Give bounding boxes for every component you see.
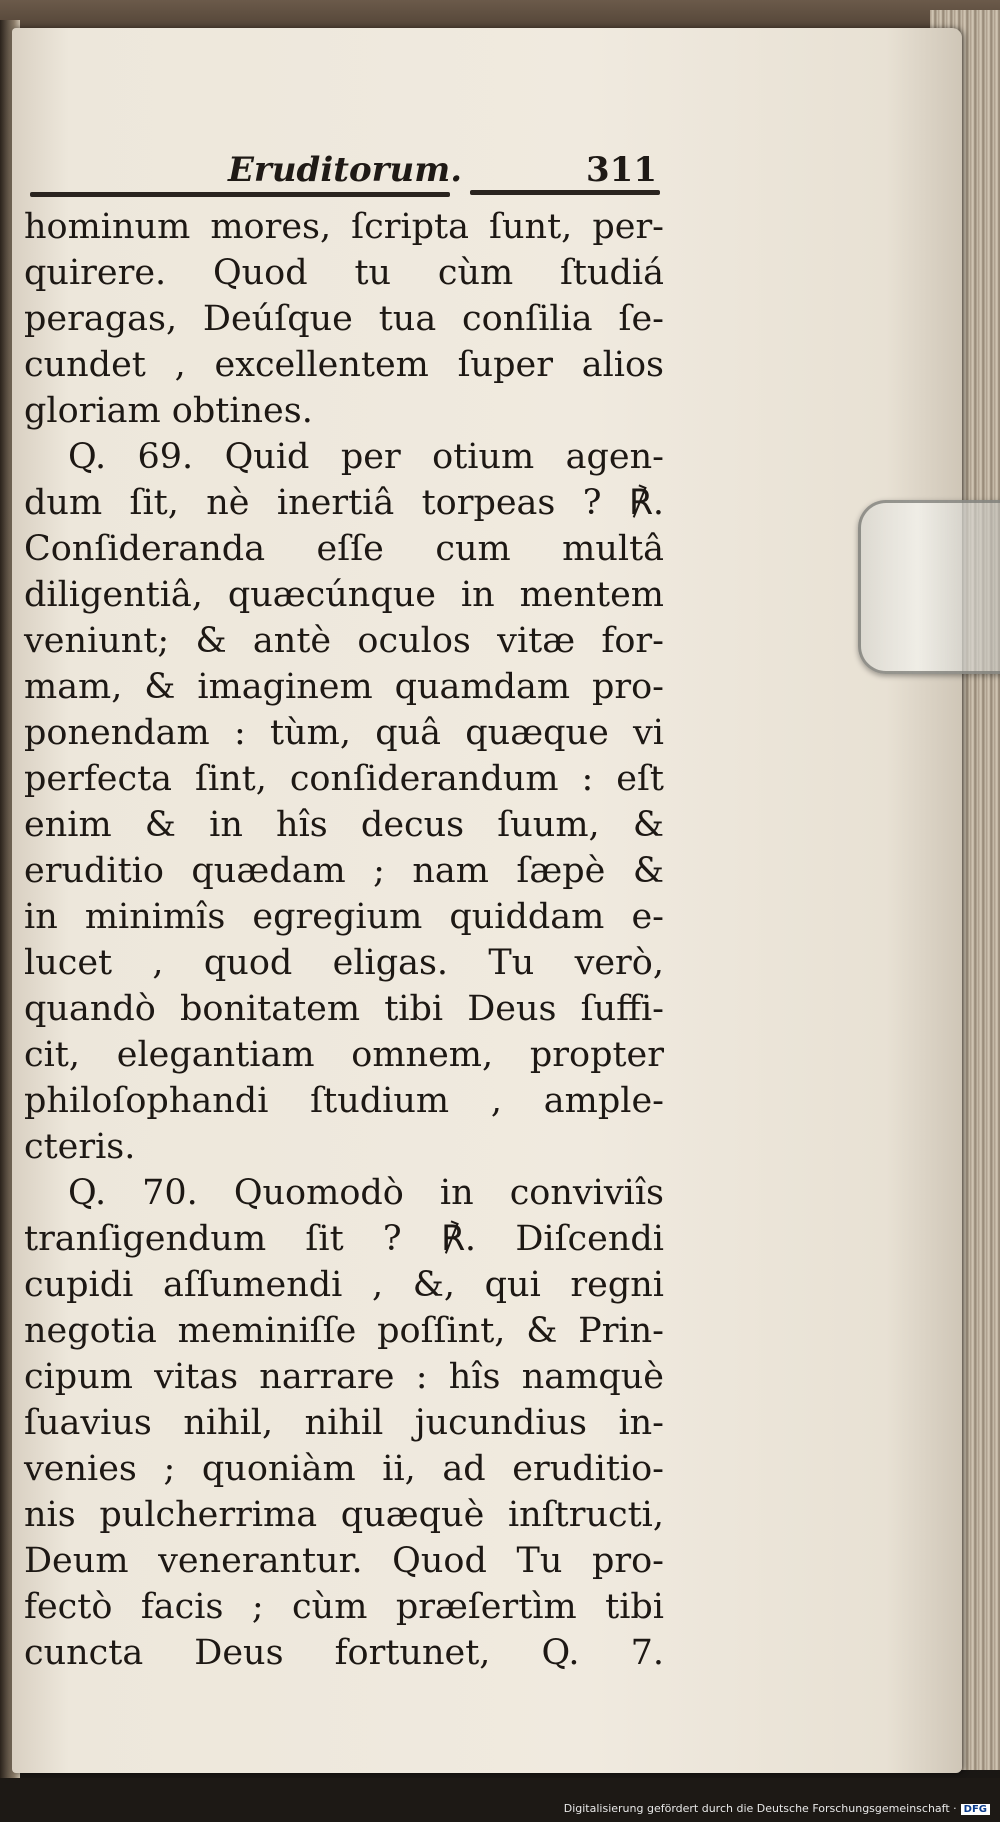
header-rule-right [470, 190, 660, 195]
text-line: negotia meminiſſe poſſint, & Prin- [24, 1311, 664, 1351]
text-line: perfecta ſint, conſiderandum : eſt [24, 759, 664, 799]
dfg-logo: DFG [961, 1804, 990, 1815]
text-line: nis pulcherrima quæquè inſtructi, [24, 1495, 664, 1535]
text-line: enim & in hîs decus ſuum, & [24, 805, 664, 845]
text-line: tranſigendum ſit ? ℟. Diſcendi [24, 1219, 664, 1259]
text-line: cundet , excellentem ſuper alios [24, 345, 664, 385]
credit-text: Digitalisierung gefördert durch die Deutsche Forschungsgemeinschaft · [563, 1802, 957, 1815]
text-line: gloriam obtines. [24, 391, 313, 431]
text-line: philoſophandi ſtudium , ample- [24, 1081, 664, 1121]
text-line: in minimîs egregium quiddam e- [24, 897, 664, 937]
text-line: diligentiâ, quæcúnque in mentem [24, 575, 664, 615]
page-clip [858, 500, 1000, 674]
text-line: peragas, Deúſque tua conſilia ſe- [24, 299, 664, 339]
catchword-line: cuncta Deus fortunet, Q. 7. [24, 1633, 664, 1673]
text-line: Conſideranda eſſe cum multâ [24, 529, 664, 569]
question-heading-69: Q. 69. Quid per otium agen- [68, 437, 664, 477]
text-line: ponendam : tùm, quâ quæque vi [24, 713, 664, 753]
header-rule-left [30, 192, 450, 197]
page-number: 311 [586, 150, 657, 190]
text-line: fectò facis ; cùm præſertìm tibi [24, 1587, 664, 1627]
body-text [24, 204, 664, 1676]
text-line: cit, elegantiam omnem, propter [24, 1035, 664, 1075]
text-line: lucet , quod eligas. Tu verò, [24, 943, 664, 983]
text-line: eruditio quædam ; nam ſæpè & [24, 851, 664, 891]
running-head-title: Eruditorum. [228, 150, 463, 190]
text-line: dum ſit, nè inertiâ torpeas ? ℟. [24, 483, 664, 523]
question-heading-70: Q. 70. Quomodò in conviviîs [68, 1173, 664, 1213]
text-line: cipum vitas narrare : hîs namquè [24, 1357, 664, 1397]
text-line: cteris. [24, 1127, 136, 1167]
text-line: ſuavius nihil, nihil jucundius in- [24, 1403, 664, 1443]
text-line: quandò bonitatem tibi Deus ſuffi- [24, 989, 664, 1029]
text-line: quirere. Quod tu cùm ſtudiá [24, 253, 664, 293]
scan-footer-bar [0, 1778, 1000, 1822]
digitization-credit [564, 1802, 990, 1815]
text-line: Deum venerantur. Quod Tu pro- [24, 1541, 664, 1581]
text-line: venies ; quoniàm ii, ad eruditio- [24, 1449, 664, 1489]
text-line: cupidi aſſumendi , &, qui regni [24, 1265, 664, 1305]
text-line: hominum mores, ſcripta ſunt, per- [24, 207, 664, 247]
text-line: veniunt; & antè oculos vitæ for- [24, 621, 664, 661]
text-line: mam, & imaginem quamdam pro- [24, 667, 664, 707]
